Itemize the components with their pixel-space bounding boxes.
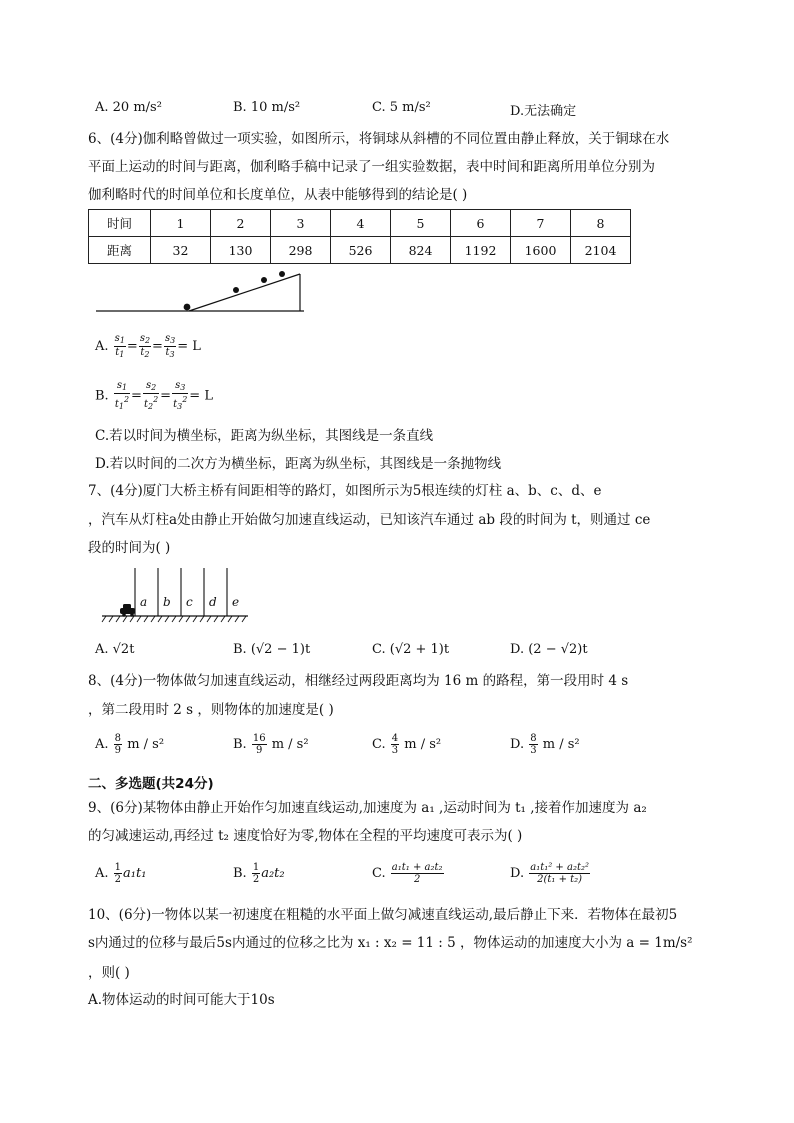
table-cell: 7 bbox=[511, 210, 571, 237]
fraction-numerator: 16 bbox=[252, 733, 266, 744]
q8-option-d bbox=[510, 733, 580, 756]
option-label: A. bbox=[95, 866, 109, 881]
option-label: D. bbox=[510, 737, 525, 752]
table-header-distance: 距离 bbox=[89, 237, 151, 264]
table-cell: 1 bbox=[151, 210, 211, 237]
equation-tail: = L bbox=[189, 388, 213, 404]
ball-icon bbox=[184, 304, 191, 311]
q9-option-b bbox=[233, 862, 285, 885]
table-cell: 298 bbox=[271, 237, 331, 264]
fraction-denominator: 9 bbox=[256, 745, 263, 756]
q6-data-table bbox=[88, 209, 631, 264]
table-cell: 32 bbox=[151, 237, 211, 264]
q7-option-b: B. (√2 − 1)t bbox=[233, 642, 311, 657]
fraction-denominator: 2 bbox=[114, 874, 122, 885]
option-label: A. bbox=[95, 737, 109, 752]
post-label-a: a bbox=[140, 595, 148, 609]
q8-line-1: 8、(4分)一物体做匀加速直线运动，相继经过两段距离均为 16 m 的路程，第一段用时 4 s bbox=[88, 673, 629, 689]
q6-option-c: C.若以时间为横坐标，距离为纵坐标，其图线是一条直线 bbox=[95, 428, 434, 444]
q7-option-a: A. √2t bbox=[95, 642, 135, 657]
table-cell: 6 bbox=[451, 210, 511, 237]
q5-option-d: D.无法确定 bbox=[510, 104, 577, 119]
option-label: B. bbox=[233, 737, 247, 752]
q7-option-d: D. (2 − √2)t bbox=[510, 642, 588, 657]
post-label-c: c bbox=[186, 595, 193, 609]
fraction-denominator: 9 bbox=[114, 745, 122, 756]
ball-icon bbox=[279, 271, 285, 277]
slope-line bbox=[189, 274, 300, 311]
q9-option-c bbox=[372, 862, 445, 885]
option-label: D. bbox=[510, 866, 525, 881]
option-label: C. bbox=[372, 737, 386, 752]
q8-line-2: ，第二段用时 2 s ，则物体的加速度是( ) bbox=[88, 702, 334, 718]
section-title-multiple-choice: 二、多选题(共24分) bbox=[88, 776, 214, 792]
q10-option-a: A.物体运动的时间可能大于10s bbox=[88, 992, 275, 1008]
table-cell: 8 bbox=[571, 210, 631, 237]
q9-option-a bbox=[95, 862, 146, 885]
table-cell: 2104 bbox=[571, 237, 631, 264]
table-cell: 2 bbox=[211, 210, 271, 237]
math-term: a₁t₁ bbox=[123, 866, 147, 881]
q6-line-3: 伽利略时代的时间单位和长度单位，从表中能够得到的结论是( ) bbox=[88, 187, 468, 203]
fraction-denominator: 3 bbox=[391, 745, 399, 756]
q7-line-1: 7、(4分)厦门大桥主桥有间距相等的路灯，如图所示为5根连续的灯柱 a、b、c、d、e bbox=[88, 483, 602, 499]
option-label: B. bbox=[233, 866, 247, 881]
q6-option-b: B. $\frac{s_1}{t_1^2}$ = $\frac{s_2}{t_2^2}$ = $\frac{s_3}{t_3^2}$ = L bbox=[95, 380, 213, 411]
q8-option-b bbox=[233, 733, 309, 756]
table-row-time bbox=[89, 210, 631, 237]
q9-option-d bbox=[510, 862, 591, 885]
option-label: B. bbox=[95, 388, 109, 404]
q10-line-3: ，则( ) bbox=[88, 965, 130, 981]
fraction-numerator: a₁t₁ + a₂t₂ bbox=[391, 862, 443, 873]
fraction-denominator: 2 bbox=[413, 874, 421, 885]
fraction-numerator: 1 bbox=[114, 862, 122, 873]
post-label-b: b bbox=[163, 595, 171, 609]
table-cell: 4 bbox=[331, 210, 391, 237]
table-cell: 130 bbox=[211, 237, 271, 264]
fraction-numerator: a₁t₁² + a₂t₂² bbox=[530, 862, 589, 873]
q10-line-1: 10、(6分)一物体以某一初速度在粗糙的水平面上做匀减速直线运动,最后静止下来．若物体在最初5 bbox=[88, 907, 678, 923]
fraction-numerator: 4 bbox=[391, 733, 399, 744]
car-icon bbox=[120, 604, 135, 617]
table-cell: 5 bbox=[391, 210, 451, 237]
unit: m / s² bbox=[271, 737, 309, 752]
math-term: a₂t₂ bbox=[261, 866, 285, 881]
lamp-post-figure bbox=[100, 566, 250, 624]
table-cell: 3 bbox=[271, 210, 331, 237]
q5-option-c: C. 5 m/s² bbox=[372, 100, 431, 115]
q7-line-2: ，汽车从灯柱a处由静止开始做匀加速直线运动，已知该汽车通过 ab 段的时间为 t，则通过 ce bbox=[88, 512, 651, 528]
incline-figure bbox=[96, 266, 306, 314]
fraction-denominator: 2 bbox=[252, 874, 260, 885]
option-label: C. bbox=[372, 866, 386, 881]
unit: m / s² bbox=[542, 737, 580, 752]
q7-line-3: 段的时间为( ) bbox=[88, 540, 171, 556]
q9-line-1: 9、(6分)某物体由静止开始作匀加速直线运动,加速度为 a₁ ,运动时间为 t₁ ,接着作加速度为 a₂ bbox=[88, 800, 647, 816]
q6-option-a: A. $\frac{s_1}{t_1}$ = $\frac{s_2}{t_2}$ = $\frac{s_3}{t_3}$ = L bbox=[95, 333, 201, 359]
unit: m / s² bbox=[404, 737, 442, 752]
post-label-d: d bbox=[209, 595, 217, 609]
fraction-numerator: 8 bbox=[530, 733, 537, 744]
option-label: A. bbox=[95, 339, 109, 354]
q7-option-c: C. (√2 + 1)t bbox=[372, 642, 450, 657]
q6-line-1: 6、(4分)伽利略曾做过一项实验，如图所示，将铜球从斜槽的不同位置由静止释放，关于铜球在水 bbox=[88, 131, 670, 147]
q5-option-b: B. 10 m/s² bbox=[233, 100, 301, 115]
q5-option-a: A. 20 m/s² bbox=[95, 100, 162, 115]
table-cell: 824 bbox=[391, 237, 451, 264]
table-cell: 526 bbox=[331, 237, 391, 264]
fraction-numerator: 1 bbox=[252, 862, 260, 873]
table-cell: 1600 bbox=[511, 237, 571, 264]
table-row-distance bbox=[89, 237, 631, 264]
q10-line-2: s内通过的位移与最后5s内通过的位移之比为 x₁ : x₂ = 11 : 5 ，物体运动的加速度大小为 a = 1m/s² bbox=[88, 935, 693, 951]
unit: m / s² bbox=[127, 737, 165, 752]
equation-tail: = L bbox=[177, 339, 201, 354]
q6-option-d: D.若以时间的二次方为横坐标，距离为纵坐标，其图线是一条抛物线 bbox=[95, 456, 502, 472]
road-hatching bbox=[102, 616, 246, 622]
q6-line-2: 平面上运动的时间与距离，伽利略手稿中记录了一组实验数据，表中时间和距离所用单位分别为 bbox=[88, 159, 655, 175]
table-header-time: 时间 bbox=[89, 210, 151, 237]
table-cell: 1192 bbox=[451, 237, 511, 264]
ball-icon bbox=[261, 277, 267, 283]
q8-option-a bbox=[95, 733, 164, 756]
post-label-e: e bbox=[232, 595, 240, 609]
q8-option-c bbox=[372, 733, 441, 756]
fraction-numerator: 8 bbox=[114, 733, 122, 744]
fraction-denominator: 3 bbox=[530, 745, 537, 756]
q9-line-2: 的匀减速运动,再经过 t₂ 速度恰好为零,物体在全程的平均速度可表示为( ) bbox=[88, 828, 523, 844]
fraction-denominator: 2(t₁ + t₂) bbox=[537, 874, 583, 885]
ball-icon bbox=[233, 287, 239, 293]
